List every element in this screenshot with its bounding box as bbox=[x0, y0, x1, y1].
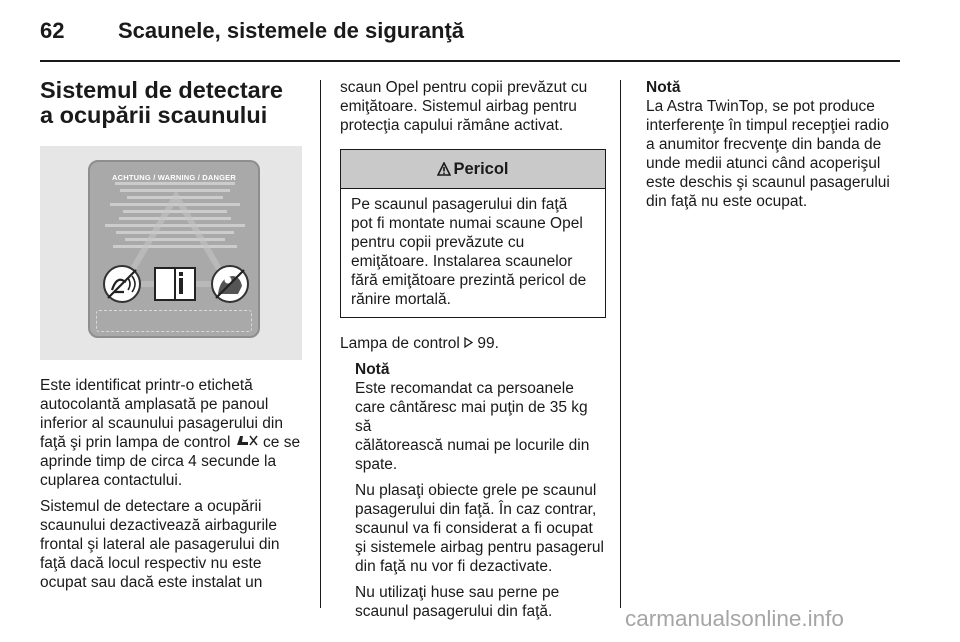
control-lamp-text: Lampa de control bbox=[340, 335, 460, 352]
sticker-title: ACHTUNG / WARNING / DANGER bbox=[112, 173, 236, 182]
paragraph-label-tail: ce se aprinde timp de circa 4 secunde la cuplarea contactului. bbox=[40, 434, 301, 489]
danger-box-body: Pe scaunul pasagerului din faţă pot fi montate numai scaune Opel pentru copii prevăzute cu emiţătoare. Instalarea scaunelor fără emiţătoare prezintă pericol de rănire mortală. bbox=[351, 196, 587, 308]
seat-occupancy-icon bbox=[235, 434, 259, 447]
airbag-warning-label-figure bbox=[40, 146, 302, 360]
paragraph-control-lamp bbox=[340, 334, 606, 353]
column-1 bbox=[40, 78, 306, 599]
note-block bbox=[340, 360, 606, 621]
page-header bbox=[0, 0, 960, 60]
note-paragraph-heavy-objects: Nu plasaţi obiecte grele pe scaunul pasagerului din faţă. În caz contrar, scaunul va fi considerat a fi ocupat şi sistemele airbag pentru pasagerul din faţă nu vor fi dezactivate. bbox=[355, 482, 604, 575]
paragraph-continuation: scaun Opel pentru copii prevăzut cu emiţătoare. Sistemul airbag pentru protecţia capului rămâne activat. bbox=[340, 79, 588, 134]
manual-book-icon bbox=[153, 264, 197, 304]
danger-box-header bbox=[341, 150, 605, 189]
section-title: Sistemul de detectare a ocupării scaunului bbox=[40, 77, 283, 128]
note-paragraph-covers: Nu utilizaţi huse sau perne pe scaunul pasagerului din faţă. bbox=[355, 584, 560, 620]
danger-box bbox=[340, 149, 606, 318]
child-seat-icon bbox=[208, 264, 252, 304]
danger-box-title: Pericol bbox=[453, 159, 509, 178]
note-title: Notă bbox=[355, 361, 390, 378]
column-divider-2 bbox=[620, 80, 621, 608]
warning-triangle-icon bbox=[437, 162, 451, 176]
warning-sticker bbox=[88, 160, 260, 338]
site-watermark: carmanualsonline.info bbox=[625, 606, 844, 631]
sticker-bottom-band bbox=[96, 310, 252, 332]
page-number: 62 bbox=[40, 18, 65, 43]
paragraph-label-text: Este identificat printr-o etichetă autocolantă amplasată pe panoul inferior al scaunului pasagerului din faţă şi prin lampa de control bbox=[40, 377, 283, 451]
paragraph-deactivation: Sistemul de detectare a ocupării scaunului dezactivează airbagurile frontal şi lateral ale pasagerului din faţă dacă locul respectiv nu este ocupat sau dacă este instalat un bbox=[40, 498, 280, 591]
airbag-off-icon bbox=[100, 264, 144, 304]
note-title-twintop: Notă bbox=[646, 79, 681, 96]
column-2 bbox=[340, 78, 606, 628]
note-paragraph-weight: Este recomandat ca persoanele care cântăresc mai puţin de 35 kg să călătorească numai pe locurile din spate. bbox=[355, 380, 590, 473]
chapter-title: Scaunele, sistemele de siguranţă bbox=[118, 18, 465, 43]
page-reference-icon bbox=[464, 337, 473, 348]
column-divider-1 bbox=[320, 80, 321, 608]
paragraph-label-identification bbox=[40, 376, 306, 490]
note-text-twintop: La Astra TwinTop, se pot produce interferenţe în timpul recepţiei radio a anumitor frecvenţe din banda de unde medii atunci când acoperişul este deschis şi scaunul pasagerului din faţă nu este ocupat. bbox=[646, 98, 890, 210]
header-divider bbox=[40, 60, 900, 62]
column-3 bbox=[646, 78, 918, 218]
control-lamp-page: 99. bbox=[473, 335, 499, 352]
